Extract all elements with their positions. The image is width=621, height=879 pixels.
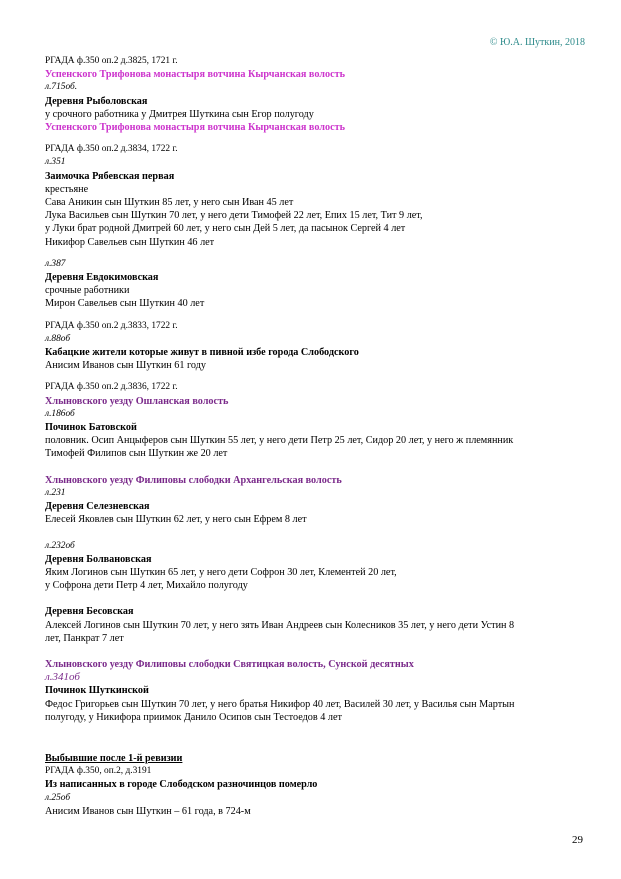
settlement-heading: Деревня Рыболовская — [45, 95, 148, 107]
subsection-title: Выбывшие после 1-й ревизии — [45, 752, 183, 764]
folio-reference: л.186об — [45, 408, 75, 419]
settlement-heading: Кабацкие жители которые живут в пивной избе города Слободского — [45, 347, 359, 359]
record-line: Никифор Савельев сын Шуткин 46 лет — [45, 236, 215, 248]
folio-reference: л.351 — [45, 157, 66, 168]
section-heading: Хлыновского уезду Ошланская волость — [45, 395, 229, 407]
folio-reference: л.231 — [45, 487, 66, 498]
record-line: Сава Аникин сын Шуткин 85 лет, у него сын Иван 45 лет — [45, 197, 294, 209]
spacer — [45, 461, 590, 474]
record-line: у срочного работника у Дмитрея Шуткина сын Егор полугоду — [45, 108, 314, 120]
section-heading: Успенского Трифонова монастыря вотчина Кырчанская волость — [45, 69, 346, 81]
record-line: лет, Панкрат 7 лет — [45, 632, 124, 644]
copyright-notice: © Ю.А. Шуткин, 2018 — [489, 37, 585, 48]
record-line: срочные работники — [45, 285, 130, 297]
archive-reference: РГАДА ф.350 оп.2 д.3833, 1722 г. — [45, 320, 178, 331]
settlement-heading: Деревня Евдокимовская — [45, 272, 159, 284]
settlement-heading: Починок Батовской — [45, 422, 137, 434]
settlement-heading: Деревня Селезневская — [45, 501, 150, 513]
spacer — [45, 724, 590, 752]
settlement-heading: Починок Шуткинской — [45, 685, 149, 697]
spacer — [45, 527, 590, 540]
record-line: полугоду, у Никифора приимок Данило Осипов сын Тестоедов 4 лет — [45, 711, 342, 723]
folio-reference: л.25об — [45, 792, 71, 803]
spacer — [45, 134, 590, 143]
spacer — [45, 592, 590, 605]
record-line: Елесей Яковлев сын Шуткин 62 лет, у него сын Ефрем 8 лет — [45, 514, 307, 526]
spacer — [45, 311, 590, 320]
folio-reference: л.232об — [45, 540, 75, 551]
record-line: Алексей Логинов сын Шуткин 70 лет, у него зять Иван Андреев сын Колесников 35 лет, у него дети Устин 8 — [45, 619, 515, 631]
document-body — [45, 55, 590, 818]
folio-reference: л.341об — [45, 671, 80, 684]
settlement-heading: Из написанных в городе Слободском разночинцов померло — [45, 779, 318, 791]
record-line: Яким Логинов сын Шуткин 65 лет, у него дети Софрон 30 лет, Клементей 20 лет, — [45, 566, 397, 578]
record-line: Федос Григорьев сын Шуткин 70 лет, у него братья Никифор 40 лет, Василей 30 лет, у Василья сын Мартын — [45, 698, 515, 710]
spacer — [45, 372, 590, 381]
archive-reference: РГАДА ф.350, оп.2, д.3191 — [45, 766, 152, 777]
settlement-heading: Заимочка Рябевская первая — [45, 170, 175, 182]
record-line: Лука Васильев сын Шуткин 70 лет, у него дети Тимофей 22 лет, Епих 15 лет, Тит 9 лет, — [45, 210, 423, 222]
section-heading: Хлыновского уезду Филиповы слободки Святицкая волость, Сунской десятных — [45, 658, 414, 670]
archive-reference: РГАДА ф.350 оп.2 д.3825, 1721 г. — [45, 56, 178, 66]
spacer — [45, 645, 590, 658]
archive-reference: РГАДА ф.350 оп.2 д.3836, 1722 г. — [45, 382, 178, 393]
section-heading: Успенского Трифонова монастыря вотчина Кырчанская волость — [45, 122, 346, 134]
record-line: половник. Осип Анцыферов сын Шуткин 55 лет, у него дети Петр 25 лет, Сидор 20 лет, у него ж племянник — [45, 435, 514, 447]
record-line: у Софрона дети Петр 4 лет, Михайло полугоду — [45, 580, 248, 592]
settlement-heading: Деревня Бесовская — [45, 606, 134, 618]
folio-reference: л.88об — [45, 333, 71, 344]
folio-reference: л.387 — [45, 258, 66, 269]
page-number: 29 — [572, 834, 583, 846]
record-line: Анисим Иванов сын Шуткин – 61 года, в 724-м — [45, 805, 251, 817]
record-line: крестьяне — [45, 183, 89, 195]
archive-reference: РГАДА ф.350 оп.2 д.3834, 1722 г. — [45, 144, 178, 155]
section-heading: Хлыновского уезду Филиповы слободки Архангельская волость — [45, 474, 342, 486]
spacer — [45, 249, 590, 258]
record-line: Тимофей Филипов сын Шуткин же 20 лет — [45, 448, 228, 460]
record-line: у Луки брат родной Дмитрей 60 лет, у него сын Дей 5 лет, да пасынок Сергей 4 лет — [45, 223, 406, 235]
record-line: Мирон Савельев сын Шуткин 40 лет — [45, 298, 205, 310]
folio-reference: л.715об. — [45, 82, 78, 93]
settlement-heading: Деревня Болвановская — [45, 553, 152, 565]
record-line: Анисим Иванов сын Шуткин 61 году — [45, 360, 207, 372]
